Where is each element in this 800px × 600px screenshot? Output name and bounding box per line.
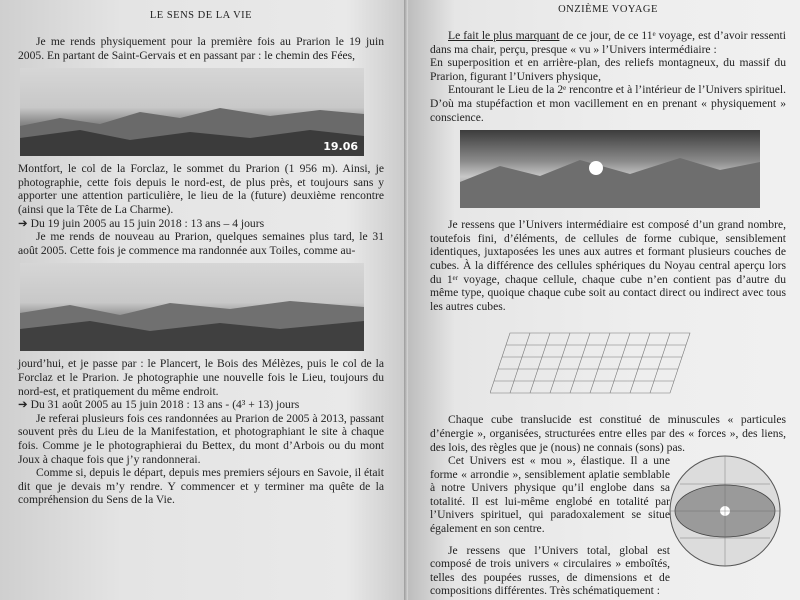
mountain-silhouette-icon: [20, 263, 364, 351]
paragraph: Je ressens que l’Univers total, global est composé de trois univers « circulaires » emboîtés, telles des poupées russes, de dimensions et de compositions différentes. Très schématiquement :: [430, 543, 670, 598]
running-head-left: LE SENS DE LA VIE: [149, 10, 253, 21]
paragraph: Je ressens que l’Univers intermédiaire est composé d’un grand nombre, toutefois fini, d’éléments, de cellules de forme cubique, sensiblement identiques, juxtaposées les unes aux autres et formant plusieurs couches de cubes. À la différence des cellules sphériques du Noyau central aperçu lors du 1ᵉʳ voyage, chaque cellule, chaque cube n’en contient pas d’autre du même type, quoique chaque cube soit au contact direct ou indirect avec tous les autres cubes.: [430, 218, 786, 313]
cube-grid-illustration: [490, 323, 710, 403]
mountain-silhouette-icon: [20, 68, 364, 156]
paragraph: Cet Univers est « mou », élastique. Il a une forme « arrondie », sensiblement aplatie semblable à notre Univers physique qu’il englobe dans sa totalité. Il est lui-même englobé en totalité par l’Univers spirituel, qui paradoxalement se situe également en son centre.: [430, 454, 670, 536]
underlined-lead: Le fait le plus marquant: [448, 29, 560, 42]
paragraph: Montfort, le col de la Forclaz, le sommet du Prarion (1 956 m). Ainsi, je photographie, cette fois depuis le nord-est, de plus près, et toujours sans y apporter une attention particulière, le lieu de la (future) deuxième rencontre (ainsi que la Tête de La Charme).: [18, 162, 384, 216]
text-with-sphere: [430, 454, 786, 598]
paragraph: Je referai plusieurs fois ces randonnées au Prarion de 2005 à 2013, passant souvent près du Lieu de la Manifestation, et photographiant le site à chaque fois. Comme je le photographierai du Bettex, du mont d’Arbois ou du mont Joux à chaque fois que j’y randonnerai.: [18, 411, 384, 466]
paragraph: [430, 29, 786, 56]
paragraph: Je me rends de nouveau au Prarion, quelques semaines plus tard, le 31 août 2005. Cette fois je commence ma randonnée aux Toiles, comme au-: [18, 230, 384, 257]
panorama-sun-icon: [460, 130, 760, 208]
paragraph: jourd’hui, et je passe par : le Plancert, le Bois des Mélèzes, puis le col de la Forclaz et le Prarion. Je photographie une nouvelle fois le Lieu, toujours du nord-est, et pratiquement du même endroit.: [18, 357, 384, 398]
paragraph: En superposition et en arrière-plan, des reliefs montagneux, du massif du Prarion, figurant l’Univers physique,: [430, 56, 786, 83]
arrow-line: ➔ Du 19 juin 2005 au 15 juin 2018 : 13 ans – 4 jours: [18, 216, 265, 230]
right-page: [408, 0, 800, 600]
paragraph: Comme si, depuis le départ, depuis mes premiers séjours en Savoie, il était dit que je devais m’y rendre. Y commencer et y terminer ma quête de la compréhension du Sens de la Vie.: [18, 466, 384, 507]
cube-lattice-icon: [490, 323, 710, 403]
nested-spheres-icon: [668, 454, 782, 568]
paragraph: Entourant le Lieu de la 2ᵉ rencontre et à l’intérieur de l’Univers spirituel. D’où ma stupéfaction et mon vacillement en en prenant « physiquement » conscience.: [430, 83, 786, 124]
mountain-photo-1: [20, 68, 364, 156]
paragraph: Je me rends physiquement pour la première fois au Prarion le 19 juin 2005. En partant de Saint-Gervais et en passant par : le chemin des Fées,: [18, 35, 384, 62]
arrow-line: ➔ Du 31 août 2005 au 15 juin 2018 : 13 ans - (4³ + 13) jours: [18, 398, 300, 412]
paragraph: Chaque cube translucide est constitué de minuscules « particules d’énergie », organisées, structurées entre elles par des « forces », des liens, des lois, des règles que je (nous) ne connais (sons) pas.: [430, 413, 786, 454]
paragraph-text: de ce jour, de ce 11ᵉ voyage, est d’avoir ressenti dans ma chair, perçu, presque « vu » l’Univers intermédiaire :: [430, 29, 786, 56]
panorama-illustration: [460, 130, 760, 208]
photo-date-stamp: 19.06: [323, 140, 358, 154]
running-head-right: ONZIÈME VOYAGE: [558, 4, 658, 15]
mountain-photo-2: [20, 263, 364, 351]
